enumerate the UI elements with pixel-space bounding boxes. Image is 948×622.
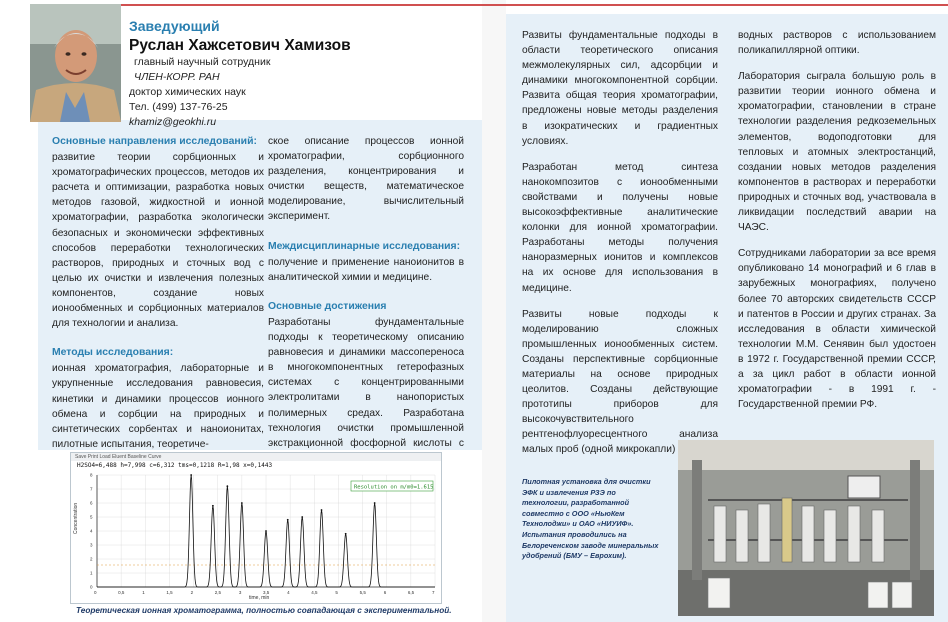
profile-role: Заведующий [129,18,220,34]
methods-heading: Методы исследования: [52,347,174,359]
col4-paragraph-2: Лаборатория сыграла большую роль в развитии теории ионного обмена и хроматографии, становлении в стране технологии разделения редкоземельных элементов, водоподготовки для тепловых и атомных электростанций, создании новых методов разделения компонентов в растворах и переработки природных и сточных вод, участвовала в ликвидации последствий аварии на ЧАЭС. [738,71,936,234]
x-tick-label: 1 [142,590,145,595]
x-tick-label: 2,5 [214,590,221,595]
x-tick-label: 0 [94,590,97,595]
methods-text: ионная хроматография, лабораторные и укрупненные исследования равновесия, кинетики и динамики процессов ионного обмена и сорбции на природных и синтетических сорбентах и наноионитах, пилотные испытания, теоретиче- [52,363,264,450]
y-tick-label: 1 [90,570,93,576]
profile-rank: ЧЛЕН-КОРР. РАН [134,71,220,83]
chart-menu-bar: Save Print Load Eluent Baseline Curve [71,453,441,461]
chromatogram-figure [70,452,442,604]
x-tick-label: 2 [190,590,194,595]
directions-text: развитие теории сорбционных и хроматографических процессов, методов их расчета и оптимизации, разработка новых методов газовой, жидкостной и ионной хроматографии, разработка экологически безопасных и экономически эффективных способов переработки технологических растворов, природных и сточных вод с целью их очистки и извлечения полезных компонентов, создание новых ионообменных и сорбционных материалов для технологии и анализа. [52,152,264,330]
chromatogram-peak [321,509,323,511]
installation-photo [678,440,934,616]
chromatogram-peak [226,485,228,487]
top-rule [30,4,948,6]
y-tick-label: 2 [90,556,93,562]
x-tick-label: 6 [383,590,387,595]
col4-paragraph-1: водных растворов с использованием поликапиллярной оптики. [738,30,936,57]
section-interdisciplinary [268,239,464,285]
page-spine [482,0,506,622]
y-tick-label: 5 [90,514,93,520]
chromatogram-peak [212,505,214,507]
x-tick-label: 3,5 [263,590,270,595]
x-tick-label: 5 [335,590,338,595]
achievements-text: Разработаны фундаментальные подходы к теоретическому описанию равновесия и динамики массопереноса в многокомпонентных гетерофазных системах с концентрированными электролитами в нанопористых полимерных средах. Разработана технология очистки промышленной экстракционной фосфорной кислоты с [268,316,464,449]
y-tick-label: 6 [90,500,93,506]
chromatogram-peak [241,502,243,504]
col3-paragraph-3: Развиты новые подходы к моделированию сложных промышленных ионообменных систем. Созданы перспективные сорбционные материалы на основе природных цеолитов. Созданы действующие прототипы приборов для высокочувствительного рентгенофлуоресцентного анализа малых проб (одной микрокапли) [522,308,718,456]
section-directions [52,134,264,331]
chromatogram-chart [71,471,441,603]
col3-paragraph-2: Разработан метод синтеза нанокомпозитов с ионообменными свойствами и получены новые высокоэффективные аналитические колонки для ионной хроматографии. Разработаны методы получения наноразмерных ионитов и комплексов на их основе для использования в медицине. [522,161,718,294]
x-tick-label: 4,5 [311,590,318,595]
x-tick-label: 3 [238,590,242,595]
x-tick-label: 4 [287,590,290,595]
y-tick-label: 8 [90,472,93,478]
col4-paragraph-3: Сотрудниками лаборатории за все время опубликовано 14 монографий и 6 глав в зарубежных монографиях, получено более 70 авторских свидетельств СССР и патентов в России и других странах. За исследования в области химической технологии М.М. Сенявин был удостоен в 1972 г. Государственной премии СССР, а за цикл работ в области ионной хроматографии - в 1991 г. - Государственной премии РФ. [738,248,936,411]
column-2 [268,134,464,466]
x-tick-label: 1,5 [166,590,173,595]
section-methods-cont [268,134,464,225]
chromatogram-peak [374,502,376,504]
x-tick-label: 7 [432,590,435,595]
x-tick-label: 0,5 [118,590,125,595]
chromatogram-caption: Теоретическая ионная хроматограмма, полностью совпадающая с экспериментальной. [76,606,452,615]
chromatogram-peak [345,533,347,535]
y-tick-label: 4 [90,528,93,534]
x-axis-label: time, min [249,595,270,601]
profile-degree: доктор химических наук [129,86,246,98]
directions-heading: Основные направления исследований: [52,136,257,147]
chromatogram-peak [287,519,289,521]
portrait-image [30,4,121,122]
installation-caption: Пилотная установка для очистки ЭФК и извлечения РЗЭ по технологии, разработанной совместно с ООО «НьюКем Технолоджи» и ОАО «НИУИФ». Испытания проводились на Белореченском заводе минеральных удобрений (БМУ – Еврохим). [522,477,659,561]
section-achievements [268,299,464,466]
profile-header [129,18,469,130]
profile-phone: Тел. (499) 137-76-25 [129,101,228,113]
interdisciplinary-text: получение и применение наноионитов в аналитической химии и медицине. [268,256,464,283]
col3-paragraph-1: Развиты фундаментальные подходы в области теоретического описания межмолекулярных сил, адсорбции и динамики многокомпонентной сорбции. Развита общая теория хроматографии, предложены новые методы разделения в изократических и градиентных условиях. [522,30,718,147]
chromatogram-peak [190,474,192,476]
section-methods [52,345,264,452]
column-4 [738,28,936,412]
installation-image [678,440,934,616]
y-axis-label: Concentration [73,502,79,534]
x-tick-label: 5,5 [359,590,366,595]
chart-status-line: H2SO4=6,488 h=7,998 c=6,312 tms=0,1218 R=1,98 x=0,1443 [77,462,273,469]
column-1 [52,134,264,452]
profile-name: Руслан Хажсетович Хамизов [129,37,351,54]
y-tick-label: 3 [90,542,93,548]
y-tick-label: 7 [90,486,93,492]
chromatogram-peak [265,530,267,532]
y-tick-label: 0 [90,584,93,590]
profile-email[interactable]: khamiz@geokhi.ru [129,116,217,128]
chromatogram-peak [301,516,303,518]
column-3 [522,28,718,458]
achievements-heading: Основные достижения [268,300,387,312]
interdisciplinary-heading: Междисциплинарные исследования: [268,240,461,252]
methods-continued-text: ское описание процессов ионной хроматографии, сорбционного разделения, концентрирования и очистки веществ, математическое моделирование, вычислительный эксперимент. [268,136,464,223]
x-tick-label: 6,5 [407,590,415,595]
profile-position: главный научный сотрудник [134,56,271,68]
portrait-photo [30,4,121,122]
chart-legend-text: Resolution on m/m0=1.615 [354,484,434,491]
